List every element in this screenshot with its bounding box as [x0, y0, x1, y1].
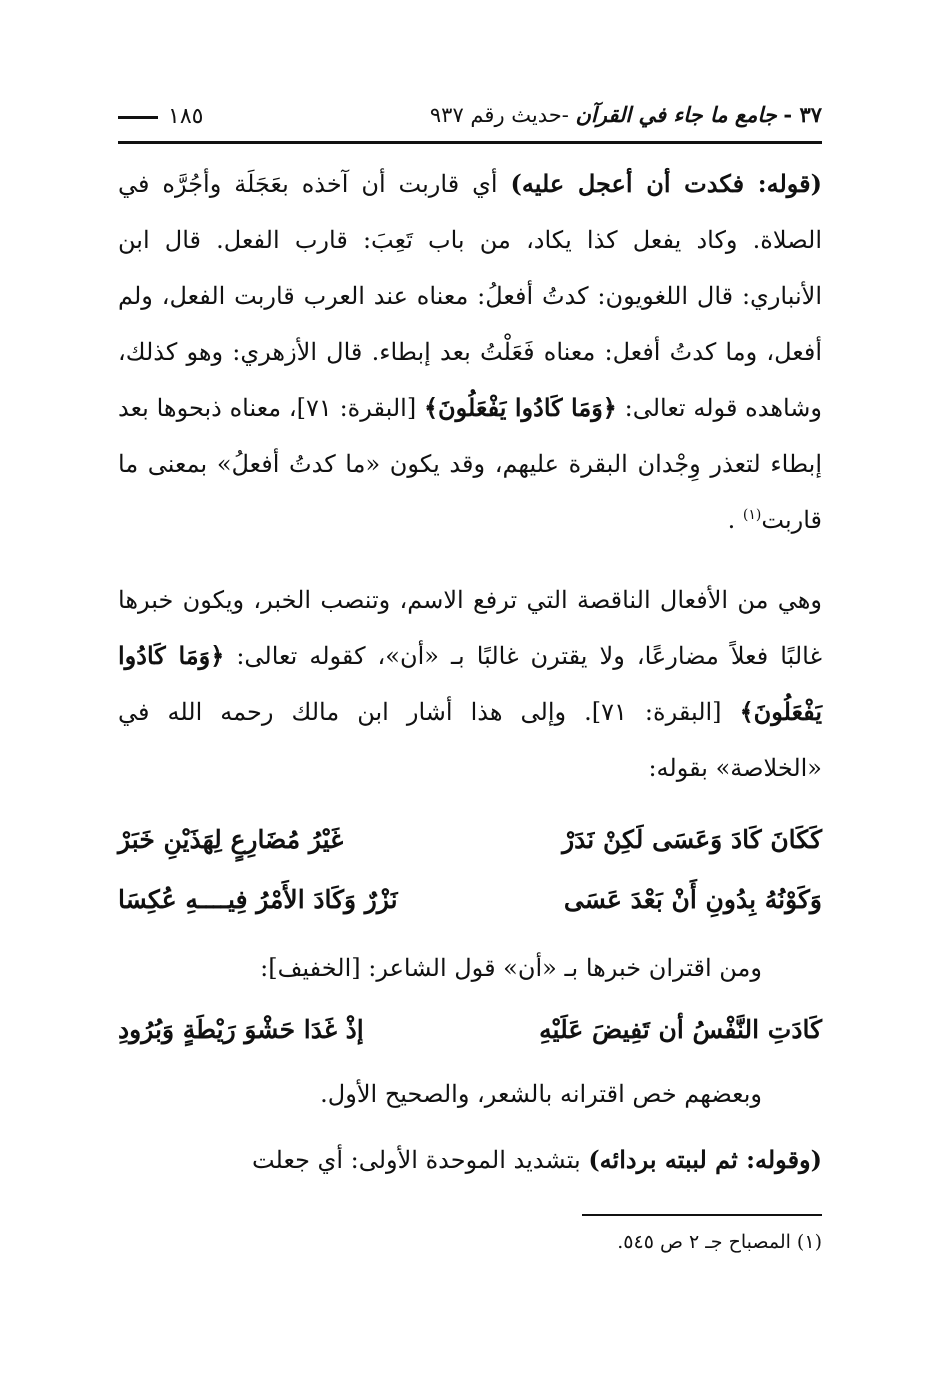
- paragraph-2-body: وهي من الأفعال الناقصة التي ترفع الاسم، وتنصب الخبر، ويكون خبرها غالبًا فعلاً مضارعًا، ولا يقترن غالبًا بـ «أن»، كقوله تعالى:: [118, 586, 822, 670]
- poem-verse: [118, 870, 822, 930]
- hadith-reference: -حديث رقم ٩٣٧: [429, 103, 569, 127]
- lemma-1: (قوله: فكدت أن أعجل عليه): [510, 169, 822, 198]
- verse-first-hemistich: كَادَتِ النَّفْسُ أن تَفِيضَ عَلَيْهِ: [539, 1015, 822, 1044]
- page-number-area: [118, 104, 203, 129]
- poem-verse: [118, 1000, 822, 1060]
- paragraph-1-body: أي قاربت أن آخذه بعَجَلَة وأجُرَّه في الصلاة. وكاد يفعل كذا يكاد، من باب تَعِبَ: قارب الفعل. قال ابن الأنباري: قال اللغويون: كدتُ أفعلُ: معناه عند العرب قاربت الفعل، ولم أفعل، وما كدتُ أفعل: معناه فَعَلْتُ بعد إبطاء. قال الأزهري: وهو كذلك، وشاهده قوله تعالى:: [118, 170, 823, 422]
- quran-verse-2: ﴿وَمَا كَادُوا يَفْعَلُونَ﴾: [118, 641, 822, 726]
- poem-block-2: [118, 1000, 822, 1060]
- poem-verse: [118, 810, 822, 870]
- verse-first-hemistich: وَكَوْنُهُ بِدُونِ أَنْ بَعْدَ عَسَى: [563, 885, 822, 914]
- lemma-3: (وقوله: ثم لببته بردائه): [588, 1145, 822, 1174]
- verse-second-hemistich: إذْ غَدَا حَشْوَ رَيْطَةٍ وَبُرُودِ: [118, 1015, 364, 1044]
- paragraph-1-end: .: [727, 506, 743, 534]
- poetry-intro-line: ومن اقتران خبرها بـ «أن» قول الشاعر: [الخفيف]:: [260, 954, 762, 982]
- footnote-rule: [582, 1214, 822, 1216]
- poem-block-1: [118, 810, 822, 930]
- page-number-dash: [118, 116, 158, 119]
- footnote-marker: (١): [742, 507, 762, 523]
- verse-first-hemistich: كَكَانَ كَادَ وَعَسَى لَكِنْ نَدَرْ: [562, 825, 822, 854]
- chapter-heading: [430, 102, 822, 127]
- chapter-number: ٣٧ -: [783, 102, 822, 127]
- verse-second-hemistich: غَيْرُ مُضَارِعٍ لِهَذَيْنِ خَبَرْ: [118, 825, 344, 854]
- page-number: ١٨٥: [168, 104, 204, 129]
- book-page: [118, 100, 822, 1258]
- footnote: (١) المصباح جـ ٢ ص ٥٤٥.: [617, 1231, 822, 1253]
- header-rule: [118, 141, 822, 144]
- quran-verse-1: ﴿وَمَا كَادُوا يَفْعَلُونَ﴾: [423, 393, 617, 422]
- paragraph-1-body-2: [البقرة: ٧١]، معناه ذبحوها بعد إبطاء لتعذر وِجْدان البقرة عليهم، وقد يكون «ما كدتُ أفعلُ» بمعنى ما قاربت: [118, 394, 822, 534]
- paragraph-2: [118, 572, 822, 796]
- remark-line: وبعضهم خص اقترانه بالشعر، والصحيح الأول.: [320, 1080, 762, 1108]
- running-header: [118, 100, 822, 144]
- verse-second-hemistich: نَزْرٌ وَكَادَ الأَمْرُ فِيــــهِ عُكِسَا: [118, 885, 398, 914]
- paragraph-2-body-2: [البقرة: ٧١]. وإلى هذا أشار ابن مالك رحمه الله في «الخلاصة» بقوله:: [118, 698, 822, 782]
- chapter-title: جامع ما جاء في القرآن: [575, 102, 777, 127]
- paragraph-1: [118, 156, 822, 548]
- paragraph-3-body: بتشديد الموحدة الأولى: أي جعلت: [251, 1146, 589, 1174]
- paragraph-3: [118, 1132, 822, 1188]
